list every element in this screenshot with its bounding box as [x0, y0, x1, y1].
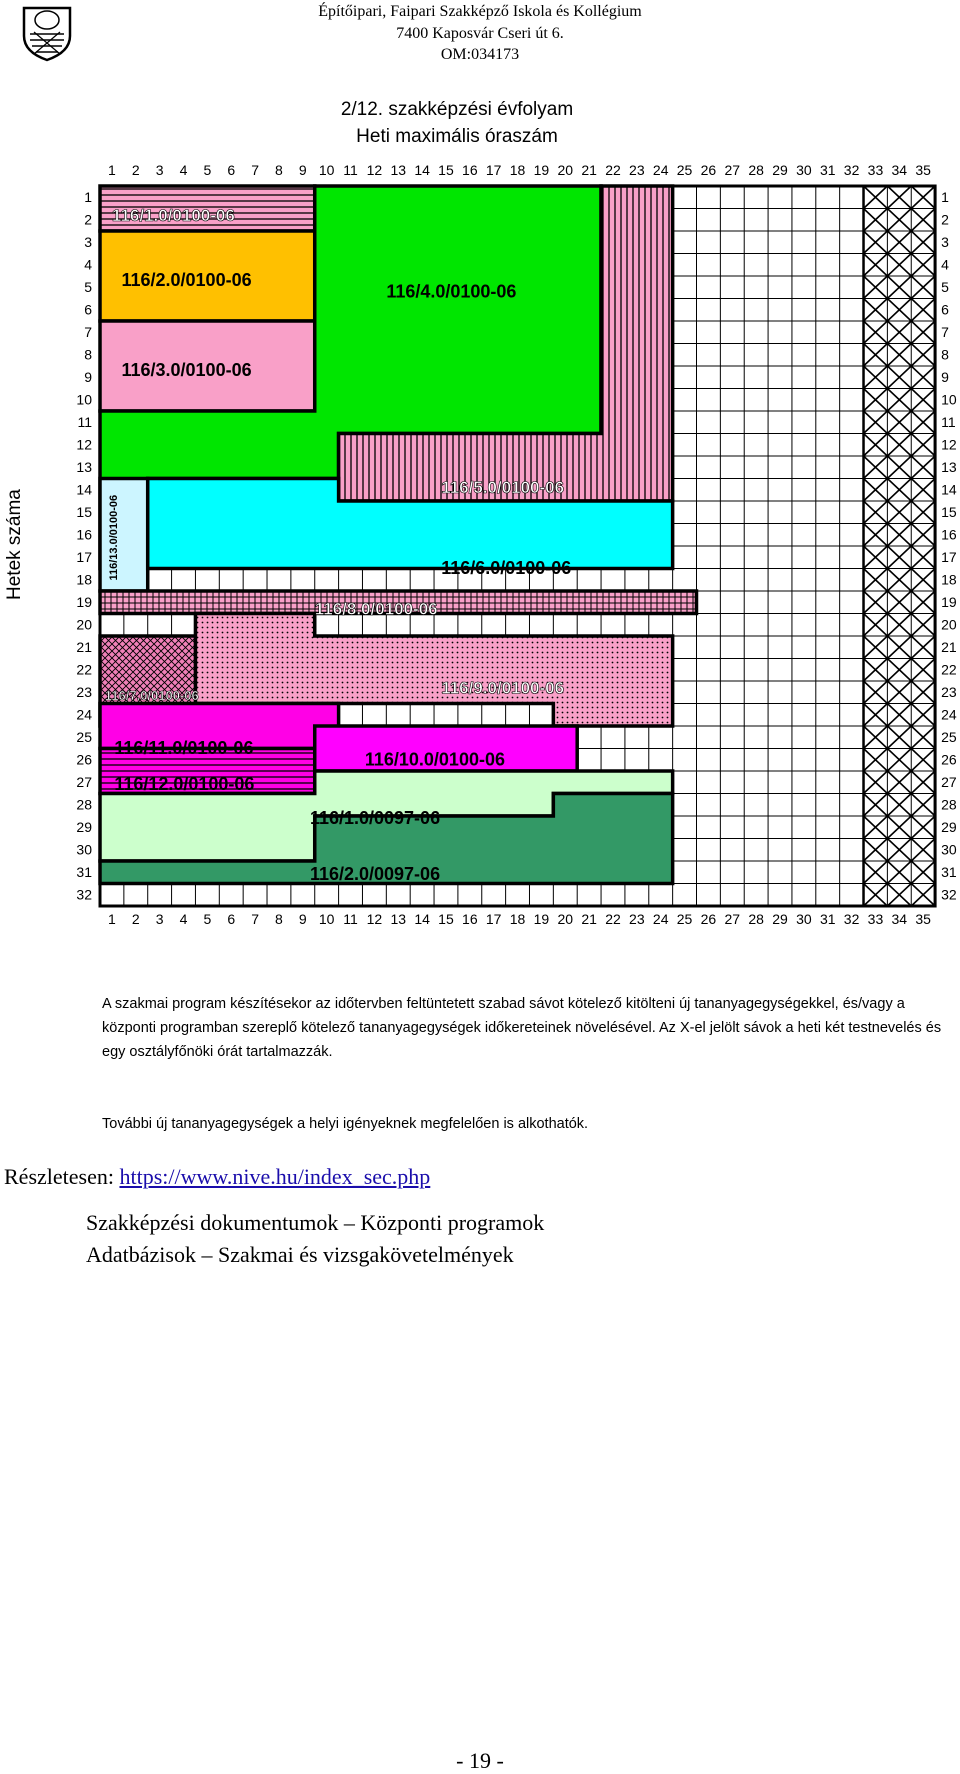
- y-tick-right: 1: [941, 189, 949, 206]
- y-tick-right: 10: [941, 391, 957, 408]
- y-tick-right: 3: [941, 234, 949, 251]
- nive-link[interactable]: https://www.nive.hu/index_sec.php: [119, 1164, 431, 1189]
- block-label: 116/8.0/0100-06: [314, 599, 438, 619]
- x-tick-top: 5: [203, 162, 212, 178]
- x-tick-bottom: 12: [366, 911, 383, 927]
- y-tick-left: 3: [84, 234, 92, 251]
- x-tick-top: 1: [108, 162, 116, 178]
- y-tick-left: 15: [76, 504, 92, 521]
- x-tick-bottom: 2: [131, 911, 140, 927]
- y-tick-right: 14: [941, 481, 957, 498]
- details-path-2: Adatbázisok – Szakmai és vizsgakövetelmények: [86, 1242, 514, 1267]
- block-label: 116/3.0/0100-06: [121, 360, 252, 381]
- x-tick-top: 31: [819, 162, 836, 178]
- x-tick-bottom: 4: [179, 911, 188, 927]
- block-label: 116/5.0/0100-06: [441, 478, 565, 498]
- x-tick-top: 23: [629, 162, 645, 178]
- block-label: 116/10.0/0100-06: [364, 749, 505, 770]
- x-tick-bottom: 20: [557, 911, 574, 927]
- y-tick-right: 26: [941, 751, 957, 768]
- x-tick-bottom: 30: [796, 911, 812, 927]
- x-tick-bottom: 17: [485, 911, 502, 927]
- x-tick-top: 10: [318, 162, 335, 178]
- y-tick-left: 25: [76, 729, 92, 746]
- x-tick-bottom: 3: [155, 911, 164, 927]
- block-label: 116/2.0/0097-06: [309, 864, 441, 885]
- x-tick-top: 35: [915, 162, 931, 178]
- x-tick-bottom: 28: [748, 911, 764, 927]
- y-tick-left: 17: [76, 549, 92, 566]
- y-tick-right: 7: [941, 324, 949, 341]
- x-tick-bottom: 35: [915, 911, 931, 927]
- details-prefix: Részletesen:: [4, 1164, 120, 1189]
- y-tick-right: 6: [941, 301, 949, 318]
- x-tick-bottom: 11: [343, 911, 358, 927]
- y-tick-left: 22: [76, 661, 92, 678]
- y-tick-left: 2: [84, 211, 92, 228]
- y-tick-left: 12: [76, 436, 92, 453]
- y-tick-left: 4: [84, 256, 92, 273]
- x-tick-top: 30: [796, 162, 812, 178]
- y-tick-left: 1: [84, 189, 92, 206]
- x-tick-top: 19: [533, 162, 550, 178]
- block-label: 116/1.0/0097-06: [309, 807, 441, 828]
- y-tick-right: 9: [941, 369, 949, 386]
- x-tick-bottom: 6: [227, 911, 236, 927]
- y-tick-right: 5: [941, 279, 949, 296]
- y-tick-left: 11: [77, 414, 92, 431]
- x-tick-bottom: 19: [533, 911, 550, 927]
- y-tick-left: 5: [84, 279, 92, 296]
- y-tick-left: 8: [84, 346, 92, 363]
- chart-title: 2/12. szakképzési évfolyam: [340, 99, 574, 120]
- x-tick-bottom: 7: [251, 911, 259, 927]
- x-tick-top: 15: [438, 162, 454, 178]
- x-tick-top: 34: [891, 162, 908, 178]
- x-tick-top: 28: [748, 162, 764, 178]
- x-tick-top: 18: [509, 162, 526, 178]
- chart-extra-note: További új tananyagegységek a helyi igényeknek megfelelően is alkothatók.: [102, 1116, 589, 1132]
- y-tick-right: 31: [941, 864, 957, 881]
- y-tick-left: 26: [76, 751, 92, 768]
- x-tick-bottom: 21: [581, 911, 597, 927]
- x-tick-bottom: 24: [652, 911, 669, 927]
- x-tick-top: 16: [462, 162, 478, 178]
- y-tick-right: 21: [941, 639, 957, 656]
- y-tick-right: 16: [941, 526, 957, 543]
- block-label: 116/13.0/0100-06: [108, 494, 120, 581]
- y-tick-left: 18: [76, 571, 92, 588]
- x-tick-bottom: 22: [605, 911, 621, 927]
- x-tick-top: 11: [343, 162, 358, 178]
- school-name: Építőipari, Faipari Szakképző Iskola és Kollégium: [318, 3, 642, 20]
- chart-subtitle: Heti maximális óraszám: [356, 126, 558, 147]
- x-tick-bottom: 10: [318, 911, 335, 927]
- y-tick-right: 24: [941, 706, 957, 723]
- y-tick-right: 18: [941, 571, 957, 588]
- x-tick-top: 8: [275, 162, 283, 178]
- x-tick-top: 12: [366, 162, 383, 178]
- x-tick-bottom: 18: [509, 911, 526, 927]
- y-tick-right: 8: [941, 346, 949, 363]
- block-label: 116/9.0/0100-06: [441, 678, 565, 698]
- x-tick-top: 25: [676, 162, 693, 178]
- y-axis-title: Hetek száma: [4, 489, 25, 600]
- school-address: 7400 Kaposvár Cseri út 6.: [396, 25, 564, 42]
- y-tick-right: 4: [941, 256, 949, 273]
- y-tick-left: 20: [76, 616, 92, 633]
- x-tick-bottom: 33: [867, 911, 884, 927]
- om-code: OM:034173: [440, 46, 520, 63]
- x-tick-top: 26: [700, 162, 717, 178]
- details-path-1: Szakképzési dokumentumok – Központi programok: [86, 1210, 545, 1235]
- y-tick-left: 29: [76, 819, 92, 836]
- chart-note: A szakmai program készítésekor az időtervben feltüntetett szabad sávot kötelező kitölteni új tananyagegységekkel, és/vagy a központi programban szereplő kötelező tananyagegységek időkereteinek növelésével. Az X-el jelölt sávok a heti két testnevelés és egy osztályfőnöki órát tartalmazzák.: [102, 996, 942, 1060]
- y-tick-left: 10: [76, 391, 92, 408]
- x-tick-bottom: 5: [203, 911, 212, 927]
- y-tick-left: 9: [84, 369, 92, 386]
- x-tick-top: 29: [772, 162, 788, 178]
- x-tick-top: 21: [581, 162, 597, 178]
- x-tick-bottom: 8: [275, 911, 283, 927]
- y-tick-right: 19: [941, 594, 957, 611]
- y-tick-right: 29: [941, 819, 957, 836]
- y-tick-left: 28: [76, 796, 92, 813]
- y-tick-right: 13: [941, 459, 957, 476]
- y-tick-right: 12: [941, 436, 957, 453]
- block-label: 116/7.0/0100-06: [104, 688, 199, 704]
- details-line: [4, 1164, 430, 1190]
- x-tick-bottom: 1: [108, 911, 116, 927]
- x-tick-top: 13: [390, 162, 407, 178]
- x-tick-bottom: 13: [390, 911, 407, 927]
- x-tick-bottom: 15: [438, 911, 454, 927]
- y-tick-left: 13: [76, 459, 92, 476]
- x-tick-top: 9: [298, 162, 307, 178]
- x-tick-top: 2: [131, 162, 140, 178]
- y-tick-left: 21: [76, 639, 92, 656]
- x-tick-top: 14: [414, 162, 430, 178]
- block-label: 116/1.0/0100-06: [111, 205, 235, 225]
- x-tick-bottom: 27: [724, 911, 741, 927]
- x-tick-bottom: 26: [700, 911, 717, 927]
- x-tick-bottom: 23: [629, 911, 645, 927]
- x-tick-top: 27: [724, 162, 741, 178]
- block-label: 116/6.0/0100-06: [441, 558, 572, 579]
- y-tick-right: 32: [941, 886, 957, 903]
- block-label: 116/12.0/0100-06: [114, 774, 255, 795]
- y-tick-right: 28: [941, 796, 957, 813]
- x-tick-bottom: 31: [819, 911, 836, 927]
- y-tick-right: 20: [941, 616, 957, 633]
- y-tick-right: 2: [941, 211, 949, 228]
- y-tick-left: 32: [76, 886, 92, 903]
- block-label: 116/11.0/0100-06: [114, 738, 254, 759]
- x-tick-top: 22: [605, 162, 621, 178]
- y-tick-right: 30: [941, 841, 957, 858]
- x-tick-top: 32: [843, 162, 860, 178]
- y-tick-left: 6: [84, 301, 92, 318]
- x-tick-bottom: 16: [462, 911, 478, 927]
- y-tick-right: 27: [941, 774, 957, 791]
- y-tick-left: 31: [76, 864, 92, 881]
- y-tick-right: 15: [941, 504, 957, 521]
- x-tick-bottom: 14: [414, 911, 430, 927]
- y-tick-left: 7: [84, 324, 92, 341]
- y-tick-left: 19: [76, 594, 92, 611]
- x-tick-top: 6: [227, 162, 236, 178]
- y-tick-right: 23: [941, 684, 957, 701]
- x-tick-bottom: 34: [891, 911, 908, 927]
- x-tick-top: 20: [557, 162, 574, 178]
- x-tick-top: 24: [652, 162, 669, 178]
- y-tick-right: 17: [941, 549, 957, 566]
- y-tick-right: 11: [941, 414, 956, 431]
- y-tick-left: 16: [76, 526, 92, 543]
- x-tick-top: 3: [155, 162, 164, 178]
- x-tick-bottom: 25: [676, 911, 693, 927]
- y-tick-left: 27: [76, 774, 92, 791]
- block-label: 116/2.0/0100-06: [121, 270, 252, 291]
- x-tick-bottom: 32: [843, 911, 860, 927]
- block-label: 116/4.0/0100-06: [386, 281, 517, 302]
- y-tick-left: 24: [76, 706, 92, 723]
- x-tick-top: 33: [867, 162, 884, 178]
- y-tick-left: 14: [76, 481, 92, 498]
- x-tick-bottom: 9: [298, 911, 307, 927]
- y-tick-right: 22: [941, 661, 957, 678]
- x-tick-bottom: 29: [772, 911, 788, 927]
- x-tick-top: 4: [179, 162, 188, 178]
- x-tick-top: 17: [485, 162, 502, 178]
- x-tick-top: 7: [251, 162, 259, 178]
- page-number: - 19 -: [456, 1748, 504, 1773]
- y-tick-left: 30: [76, 841, 92, 858]
- y-tick-left: 23: [76, 684, 92, 701]
- y-tick-right: 25: [941, 729, 957, 746]
